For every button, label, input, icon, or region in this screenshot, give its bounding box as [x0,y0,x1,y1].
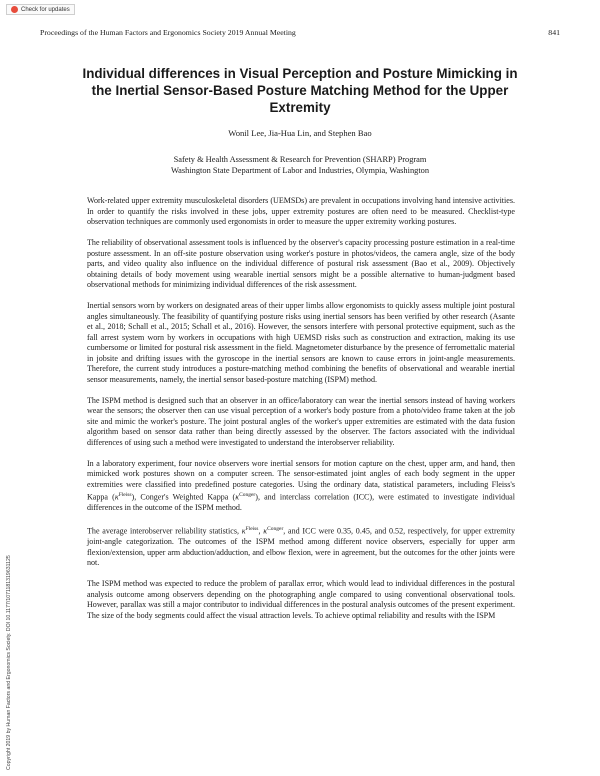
affiliation-line-2: Washington State Department of Labor and Industries, Olympia, Washington [170,166,430,175]
conger-superscript: Conger [267,526,284,533]
paragraph: The ISPM method is designed such that an observer in an office/laboratory can wear the inertial sensors instead of having workers wear the sensors; the observer then can use visual perception of a worker's body posture from a photo/video frame taken at the job site and mimic the worker's posture. The joint postural angles of the worker's upper extremities are estimated with the data fusion algorithm based on sensor data rather than being directly assessed by the observer. The factors associated with the individual differences of using such a method were investigated to understand the interobserver reliability. [87,395,515,447]
paragraph: The ISPM method was expected to reduce the problem of parallax error, which would lead to individual differences in the postural analysis outcome among observers depending on the photographing angle compared to using conventional observational tools. However, parallax was still a major contributor to individual differences in the postural analysis outcomes of the present experiment. The size of the body segments could affect the visual attraction levels. To achieve optimal reliability and results with the ISPM [87,579,515,620]
copyright-sidebar: Copyright 2019 by Human Factors and Ergonomics Society. DOI 10.1177/1071181319631125 [6,555,12,770]
paper-title: Individual differences in Visual Perception and Posture Mimicking in the Inertial Sensor-Based Posture Matching Method for the Upper Extremity [82,66,518,115]
affiliation [0,154,600,176]
abstract-body [87,196,515,632]
paragraph [87,459,515,514]
kappa-symbol: κ [114,492,119,502]
update-check-icon [11,6,18,13]
text-run: ), and interclass correlation (ICC), were estimated to investigate individual differences in the outcome of the ISPM method. [87,492,515,513]
running-header [40,28,560,37]
conger-superscript: Conger [239,492,256,498]
text-run: ), Conger's Weighted Kappa ( [131,492,236,502]
fleiss-superscript: Fleiss [118,492,132,498]
kappa-symbol: κ [241,526,246,536]
kappa-symbol: κ [235,492,240,502]
check-for-updates-badge[interactable] [6,4,75,15]
affiliation-line-1: Safety & Health Assessment & Research for Prevention (SHARP) Program [173,155,427,164]
paragraph: Inertial sensors worn by workers on designated areas of their upper limbs allow ergonomists to quickly assess multiple joint postural angles simultaneously. The feasibility of quantifying posture risks using inertial sensors has been verified by other research (Asante et al., 2018; Schall et al., 2015; Schall et al., 2016). However, the sensors interfere with personal protective equipment, such as the fall arrest system worn by workers in occupations with high UEMSD risks such as construction and extraction, making its use cumbersome or limited for postural risk assessment in the field. Magnetometer disturbance by the presence of ferromettalic material in jobsite and drifting issues with the gyroscope in the inertial sensors are known to cause errors in joint-angle measurements. Therefore, the current study introduces a posture-matching method combining the benefits of observational and wearable inertial sensor measurements, namely, the inertial sensor based-posture matching (ISPM) method. [87,301,515,384]
paragraph [87,524,515,569]
text-run: In a laboratory experiment, four novice observers wore inertial sensors for motion capture on the chest, upper arm, and hand, then mimicked work postures shown on a computer screen. The sensor-estimated joint angles of each body segment in the upper extremities were classified into predefined posture categories. Using the ordinary data, statistical parameters, including Fleiss's Kappa ( [87,458,515,502]
page-number: 841 [548,28,560,37]
kappa-symbol: κ [263,526,268,536]
text-run: , and ICC were 0.35, 0.45, and 0.52, respectively, for upper extremity joint-angle categorization. The outcomes of the ISPM method among different novice observers, especially for upper arm flexion/extension, upper arm abduction/adduction, and elbow flexion, were in agreement, but the outcomes for the other joints were not. [87,526,515,568]
fleiss-superscript: Fleiss [245,526,259,533]
paragraph: The reliability of observational assessment tools is influenced by the observer's capacity processing posture estimation in a real-time posture assessment. In an off-site posture observation using worker's posture in photos/videos, the camera angle, size of the body parts, and video quality also influence on the individual difference of postural risk assessment (Bao et al., 2009). Objectively obtaining details of body movement using wearable inertial sensors might be a possible alternative to human-judgment based observational methods for minimizing individual differences of the risk assessment. [87,238,515,289]
authors: Wonil Lee, Jia-Hua Lin, and Stephen Bao [228,128,372,138]
journal-name: Proceedings of the Human Factors and Ergonomics Society 2019 Annual Meeting [40,28,296,37]
badge-label: Check for updates [21,6,70,13]
text-run: , [258,526,264,536]
text-run: The average interobserver reliability statistics, [87,526,242,536]
paragraph: Work-related upper extremity musculoskeletal disorders (UEMSDs) are prevalent in occupations involving hand intensive activities. In order to quantify the risks involved in these jobs, upper extremity postures are often need to be measured. Checklist-type observation techniques are commonly used ergonomists in order to measure the upper extremity working postures. [87,196,515,226]
